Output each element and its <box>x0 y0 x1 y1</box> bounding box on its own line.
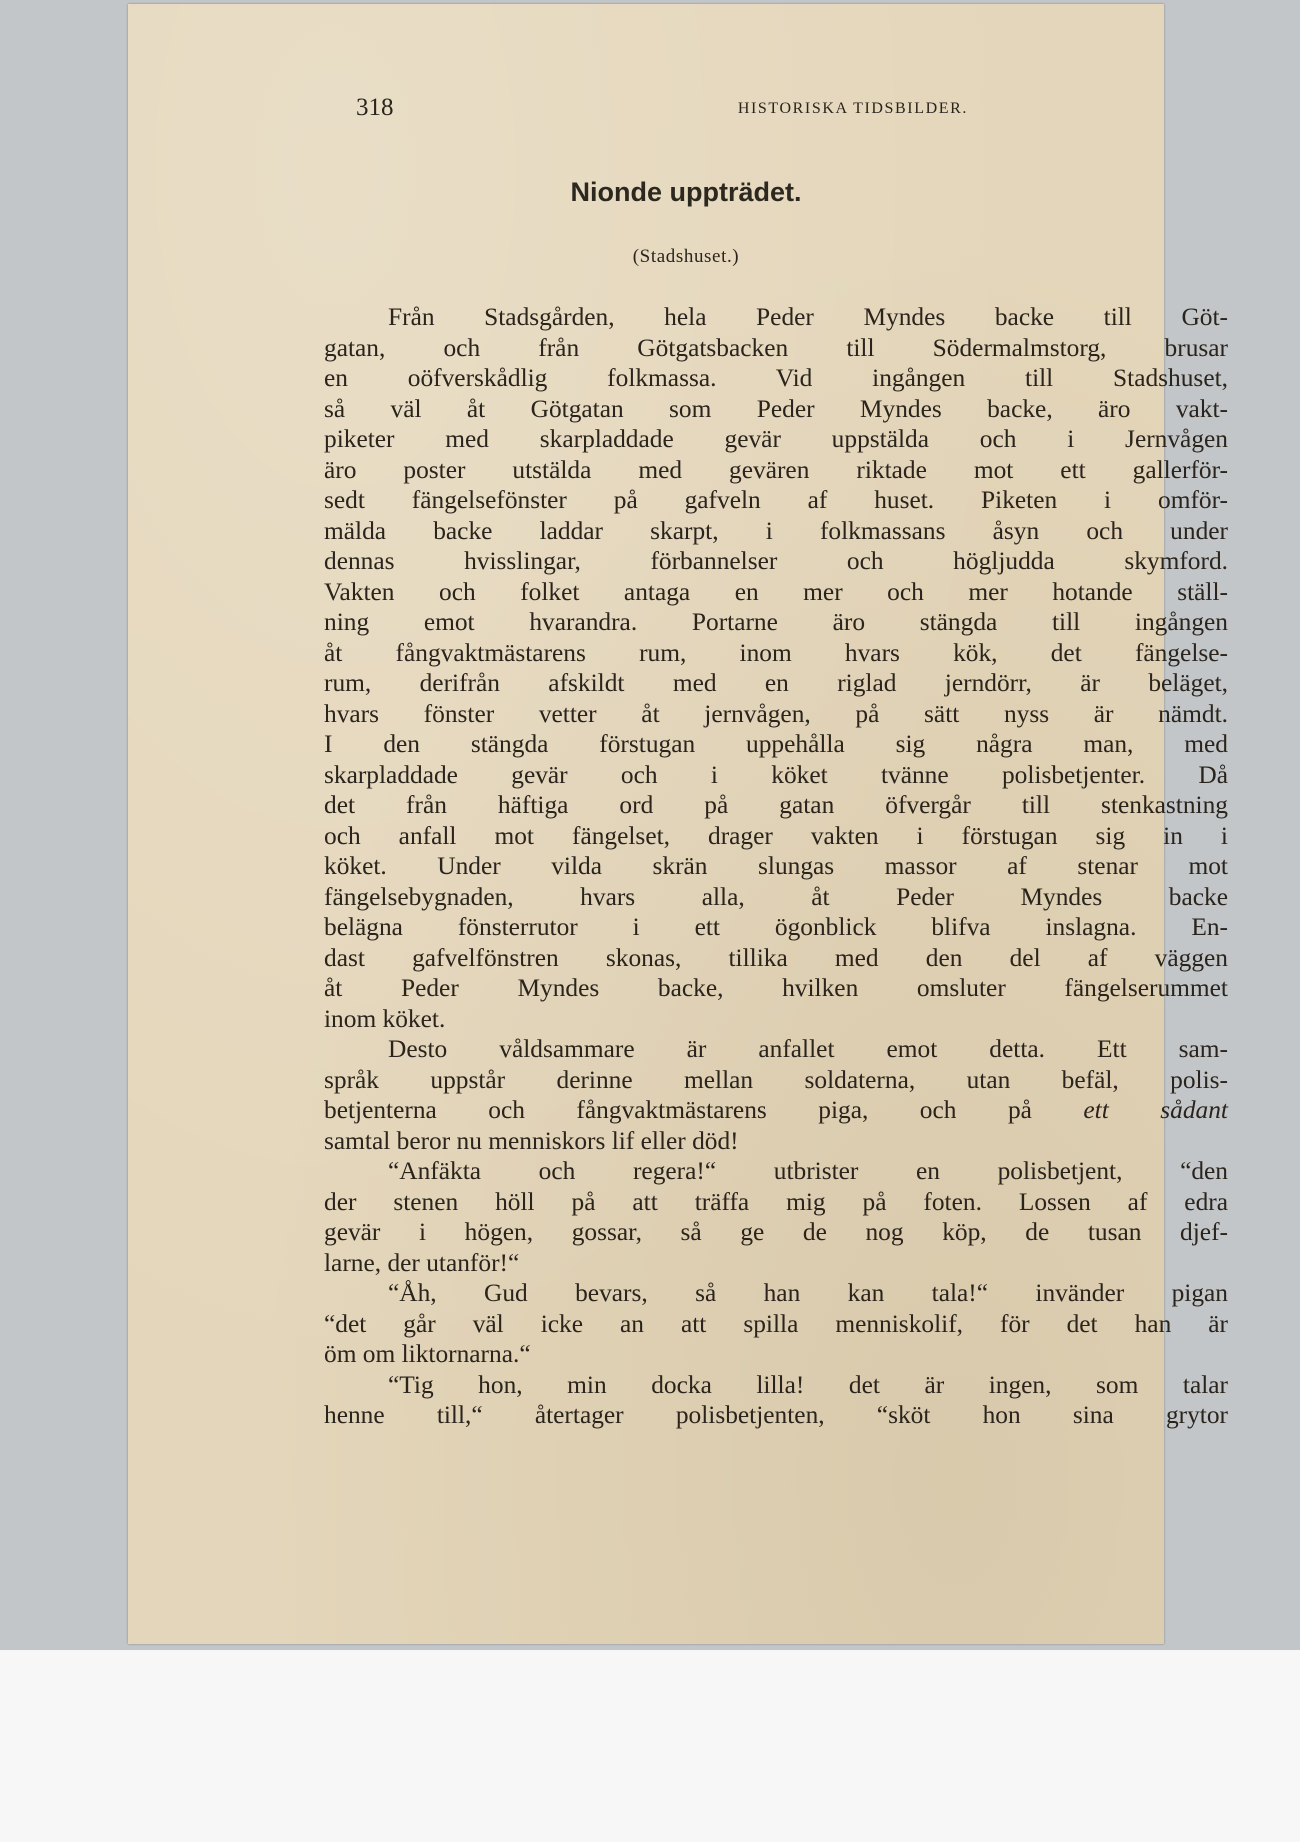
section-title: Nionde uppträdet. <box>570 177 802 207</box>
text-line: sedt fängelsefönster på gafveln af huset. Piketen i omför- <box>324 486 1228 514</box>
text-line: hvars fönster vetter åt jernvågen, på sätt nyss är nämdt. <box>324 699 1228 728</box>
text-line: Desto våldsammare är anfallet emot detta. Ett sam- <box>388 1035 1228 1063</box>
text-line: samtal beror nu menniskors lif eller död! <box>324 1126 739 1155</box>
text-line: det från häftiga ord på gatan öfvergår till stenkastning <box>324 791 1228 819</box>
text-line: skarpladdade gevär och i köket tvänne polisbetjenter. Då <box>324 760 1228 789</box>
text-line: fängelsebygnaden, hvars alla, åt Peder Myndes backe <box>324 882 1228 911</box>
italic-emphasis: ett sådant <box>1083 1096 1228 1124</box>
text-line-with-emphasis <box>324 1095 1228 1126</box>
text-line: köket. Under vilda skrän slungas massor af stenar mot <box>324 852 1228 880</box>
text-segment: betjenterna och fångvaktmästarens piga, och på <box>324 1096 1032 1124</box>
scan-background-bottom <box>0 1650 1300 1842</box>
text-line: Vakten och folket antaga en mer och mer hotande ställ- <box>324 577 1228 606</box>
text-line: larne, der utanför!“ <box>324 1248 520 1277</box>
text-line: mälda backe laddar skarpt, i folkmassans åsyn och under <box>324 516 1228 545</box>
text-line: så väl åt Götgatan som Peder Myndes backe, äro vakt- <box>324 394 1228 423</box>
text-line: “Tig hon, min docka lilla! det är ingen, som talar <box>388 1370 1228 1399</box>
text-line: “Anfäkta och regera!“ utbrister en polisbetjent, “den <box>388 1157 1228 1185</box>
text-line: åt Peder Myndes backe, hvilken omsluter fängelserummet <box>324 974 1228 1002</box>
text-line: dennas hvisslingar, förbannelser och högljudda skymford. <box>324 547 1228 575</box>
running-title: HISTORISKA TIDSBILDER. <box>737 100 968 117</box>
running-head <box>356 92 968 124</box>
text-line: Från Stadsgården, hela Peder Myndes backe till Göt- <box>388 303 1228 331</box>
book-page <box>128 4 1228 1644</box>
text-line: och anfall mot fängelset, drager vakten i förstugan sig in i <box>324 821 1228 850</box>
text-line: henne till,“ återtager polisbetjenten, “sköt hon sina grytor <box>324 1401 1228 1429</box>
text-line: ning emot hvarandra. Portarne äro stängda till ingången <box>324 608 1228 636</box>
text-line: öm om liktornarna.“ <box>324 1340 531 1368</box>
text-line: dast gafvelfönstren skonas, tillika med den del af väggen <box>324 943 1228 972</box>
text-line: åt fångvaktmästarens rum, inom hvars kök, det fängelse- <box>324 638 1228 667</box>
text-line: rum, derifrån afskildt med en riglad jerndörr, är beläget, <box>324 669 1228 697</box>
text-line: der stenen höll på att träffa mig på foten. Lossen af edra <box>324 1187 1228 1216</box>
text-line: språk uppstår derinne mellan soldaterna, utan befäl, polis- <box>324 1065 1228 1094</box>
text-line: gevär i högen, gossar, så ge de nog köp, de tusan djef- <box>324 1218 1228 1246</box>
section-subtitle: (Stadshuset.) <box>632 246 740 267</box>
text-line: en oöfverskådlig folkmassa. Vid ingången till Stadshuset, <box>324 364 1228 392</box>
page-number: 318 <box>356 94 394 121</box>
text-line: gatan, och från Götgatsbacken till Södermalmstorg, brusar <box>324 333 1228 362</box>
text-line: “det går väl icke an att spilla menniskolif, för det han är <box>324 1309 1228 1338</box>
text-line: piketer med skarpladdade gevär uppstälda och i Jernvågen <box>324 425 1228 453</box>
text-line: belägna fönsterrutor i ett ögonblick blifva inslagna. En- <box>324 913 1228 941</box>
body-text <box>324 302 1228 1431</box>
text-line: inom köket. <box>324 1004 446 1033</box>
text-line: I den stängda förstugan uppehålla sig några man, med <box>324 730 1228 758</box>
text-line: “Åh, Gud bevars, så han kan tala!“ invänder pigan <box>388 1279 1228 1307</box>
text-line: äro poster utstälda med gevären riktade mot ett gallerför- <box>324 455 1228 484</box>
